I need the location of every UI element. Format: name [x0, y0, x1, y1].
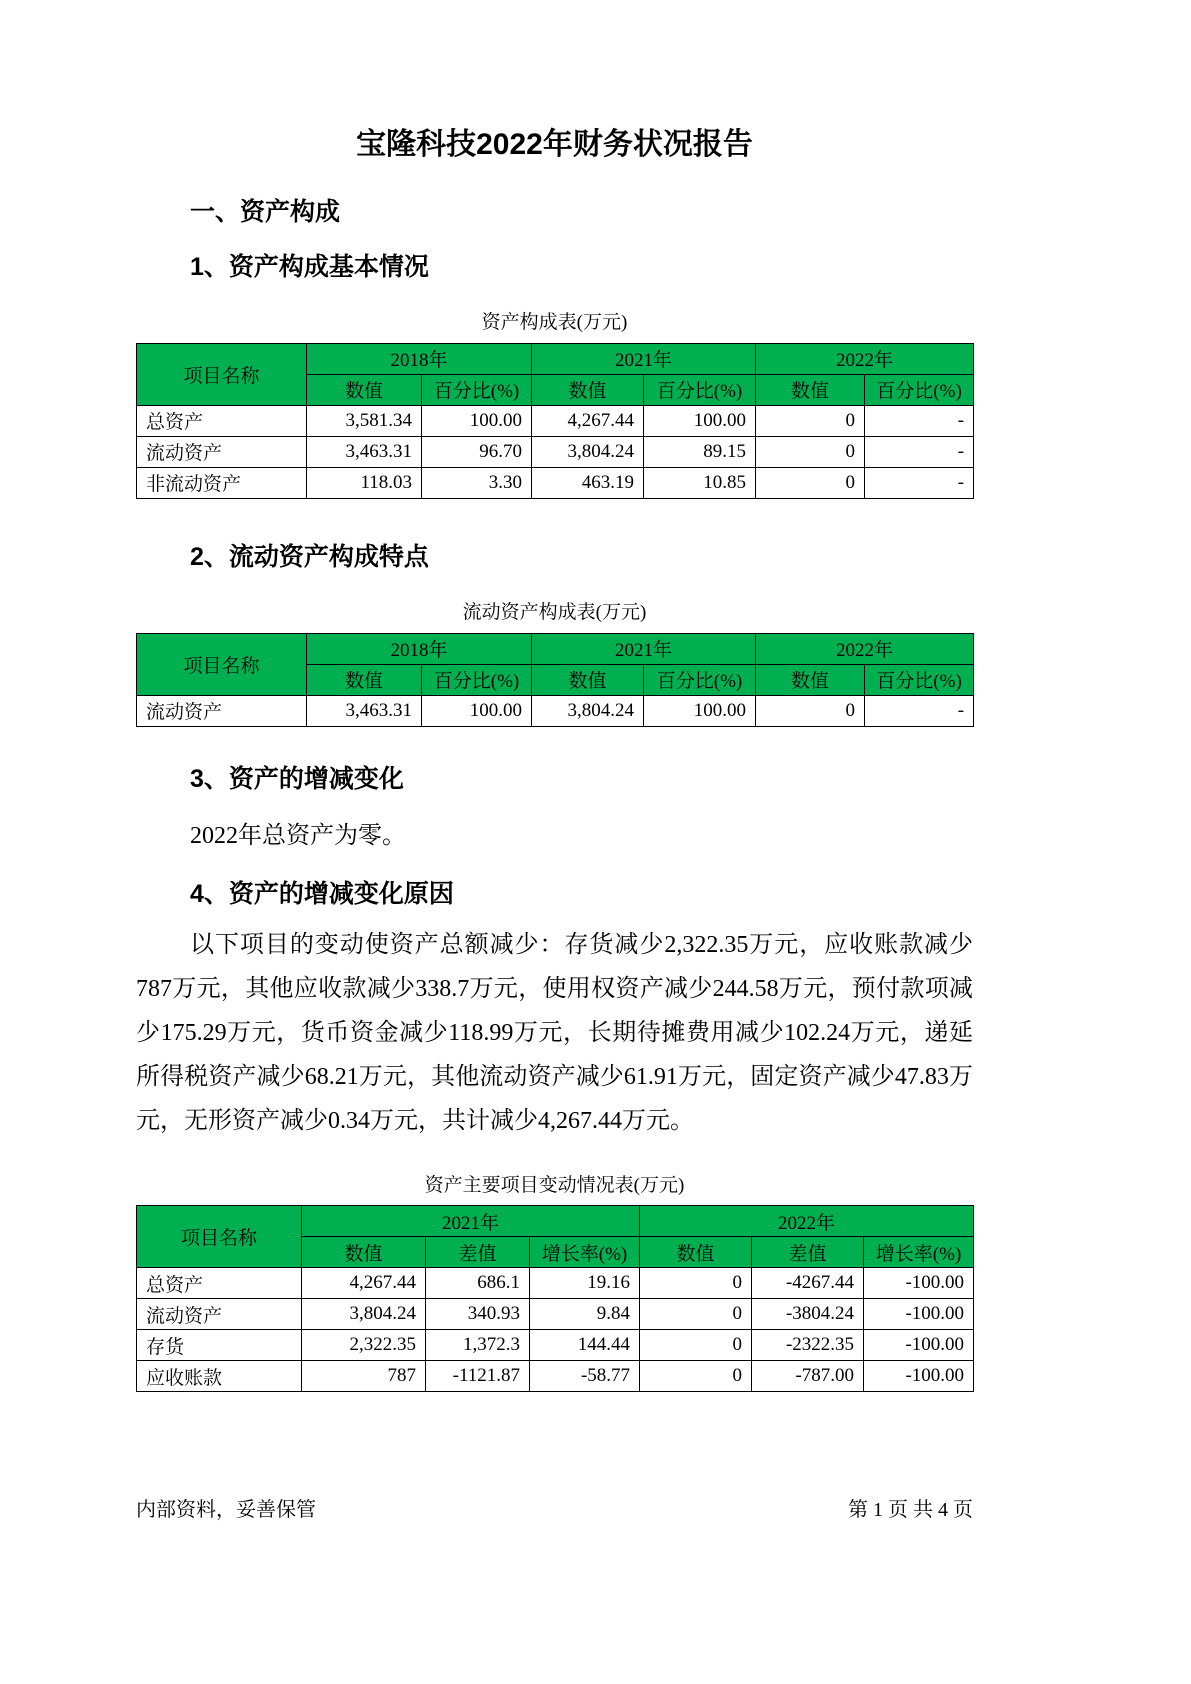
col-header-item-name: 项目名称	[137, 633, 307, 695]
table-cell: 96.70	[422, 436, 532, 467]
table-cell: -1121.87	[426, 1361, 530, 1392]
heading-sub-1-2: 2、流动资产构成特点	[190, 542, 429, 571]
table-cell: 0	[640, 1361, 752, 1392]
col-header-value: 数值	[307, 374, 422, 405]
table-cell: 10.85	[644, 467, 756, 498]
table-row	[137, 1299, 974, 1330]
table-cell: 19.16	[530, 1268, 640, 1299]
row-item-name: 流动资产	[137, 695, 307, 726]
heading-sub-1-4: 4、资产的增减变化原因	[190, 879, 454, 908]
asset-main-items-change-table	[136, 1205, 974, 1392]
col-header-percent: 百分比(%)	[865, 374, 974, 405]
table-cell: 100.00	[644, 695, 756, 726]
table-cell: -100.00	[864, 1268, 974, 1299]
col-header-item-name: 项目名称	[137, 1206, 302, 1268]
table-row	[137, 405, 974, 436]
row-item-name: 流动资产	[137, 436, 307, 467]
table2-caption: 流动资产构成表(万元)	[462, 602, 647, 624]
table-cell: -	[865, 436, 974, 467]
row-item-name: 非流动资产	[137, 467, 307, 498]
col-header-growth-rate: 增长率(%)	[530, 1237, 640, 1268]
col-header-percent: 百分比(%)	[644, 374, 756, 405]
table-row	[137, 695, 974, 726]
table-header-row	[137, 1206, 974, 1237]
asset-change-paragraph: 2022年总资产为零。	[190, 823, 406, 850]
table-cell: 686.1	[426, 1268, 530, 1299]
table-cell: 0	[756, 405, 865, 436]
row-item-name: 总资产	[137, 1268, 302, 1299]
col-header-growth-rate: 增长率(%)	[864, 1237, 974, 1268]
col-header-percent: 百分比(%)	[865, 664, 974, 695]
table-cell: 9.84	[530, 1299, 640, 1330]
table-cell: -58.77	[530, 1361, 640, 1392]
table-row	[137, 1330, 974, 1361]
col-header-year-2021: 2021年	[532, 343, 756, 374]
table-cell: -4267.44	[752, 1268, 864, 1299]
col-header-value: 数值	[302, 1237, 426, 1268]
table-cell: 787	[302, 1361, 426, 1392]
row-item-name: 存货	[137, 1330, 302, 1361]
page-title: 宝隆科技2022年财务状况报告	[356, 128, 753, 161]
table-cell: -	[865, 695, 974, 726]
current-assets-composition-table	[136, 633, 974, 727]
col-header-year-2018: 2018年	[307, 343, 532, 374]
col-header-percent: 百分比(%)	[644, 664, 756, 695]
footer-page-number: 第 1 页 共 4 页	[848, 1499, 973, 1521]
table-cell: -100.00	[864, 1299, 974, 1330]
table-cell: -	[865, 467, 974, 498]
table-cell: 0	[640, 1299, 752, 1330]
col-header-diff: 差值	[752, 1237, 864, 1268]
table-row	[137, 1361, 974, 1392]
heading-sub-1-1: 1、资产构成基本情况	[190, 252, 429, 281]
table-cell: 0	[640, 1330, 752, 1361]
heading-section-1: 一、资产构成	[190, 198, 341, 226]
table-cell: 89.15	[644, 436, 756, 467]
page-footer	[136, 1497, 973, 1523]
col-header-year-2022: 2022年	[756, 343, 974, 374]
table-cell: 4,267.44	[302, 1268, 426, 1299]
asset-composition-table	[136, 343, 974, 499]
table-cell: 1,372.3	[426, 1330, 530, 1361]
table-cell: 100.00	[644, 405, 756, 436]
row-item-name: 总资产	[137, 405, 307, 436]
table-cell: 118.03	[307, 467, 422, 498]
table-row	[137, 1268, 974, 1299]
table-cell: -787.00	[752, 1361, 864, 1392]
col-header-percent: 百分比(%)	[422, 664, 532, 695]
col-header-year-2021: 2021年	[532, 633, 756, 664]
table-cell: 0	[640, 1268, 752, 1299]
col-header-year-2021: 2021年	[302, 1206, 640, 1237]
col-header-diff: 差值	[426, 1237, 530, 1268]
table-cell: 3,804.24	[532, 695, 644, 726]
table-cell: -100.00	[864, 1330, 974, 1361]
table-cell: -2322.35	[752, 1330, 864, 1361]
table-cell: 4,267.44	[532, 405, 644, 436]
table-cell: 340.93	[426, 1299, 530, 1330]
table1-caption: 资产构成表(万元)	[481, 312, 628, 333]
table-cell: 3.30	[422, 467, 532, 498]
asset-change-reason-paragraph: 以下项目的变动使资产总额减少：存货减少2,322.35万元，应收账款减少787万元，其他应收款减少338.7万元，使用权资产减少244.58万元，预付款项减少175.29万元，货币资金减少118.99万元，长期待摊费用减少102.24万元，递延所得税资产减少68.21万元，其他流动资产减少61.91万元，固定资产减少47.83万元，无形资产减少0.34万元，共计减少4,267.44万元。	[136, 932, 973, 1134]
table-row	[137, 467, 974, 498]
table-cell: 0	[756, 436, 865, 467]
table-header-row	[137, 343, 974, 374]
table-cell: 0	[756, 695, 865, 726]
col-header-item-name: 项目名称	[137, 343, 307, 405]
col-header-value: 数值	[640, 1237, 752, 1268]
table-cell: 3,804.24	[532, 436, 644, 467]
table-cell: 100.00	[422, 695, 532, 726]
col-header-year-2018: 2018年	[307, 633, 532, 664]
col-header-year-2022: 2022年	[640, 1206, 974, 1237]
col-header-percent: 百分比(%)	[422, 374, 532, 405]
table-cell: -3804.24	[752, 1299, 864, 1330]
table-cell: 3,581.34	[307, 405, 422, 436]
row-item-name: 应收账款	[137, 1361, 302, 1392]
table-cell: 100.00	[422, 405, 532, 436]
table-cell: -	[865, 405, 974, 436]
footer-confidential-note: 内部资料，妥善保管	[136, 1499, 316, 1521]
table-cell: 0	[756, 467, 865, 498]
col-header-value: 数值	[756, 374, 865, 405]
table-cell: 144.44	[530, 1330, 640, 1361]
heading-sub-1-3: 3、资产的增减变化	[190, 764, 404, 793]
table-cell: 3,463.31	[307, 695, 422, 726]
col-header-value: 数值	[756, 664, 865, 695]
col-header-value: 数值	[532, 664, 644, 695]
table-cell: 2,322.35	[302, 1330, 426, 1361]
table3-caption: 资产主要项目变动情况表(万元)	[424, 1174, 685, 1196]
col-header-value: 数值	[307, 664, 422, 695]
table-cell: -100.00	[864, 1361, 974, 1392]
table-cell: 3,804.24	[302, 1299, 426, 1330]
table-row	[137, 436, 974, 467]
table-cell: 3,463.31	[307, 436, 422, 467]
col-header-value: 数值	[532, 374, 644, 405]
col-header-year-2022: 2022年	[756, 633, 974, 664]
table-cell: 463.19	[532, 467, 644, 498]
table-header-row	[137, 633, 974, 664]
row-item-name: 流动资产	[137, 1299, 302, 1330]
